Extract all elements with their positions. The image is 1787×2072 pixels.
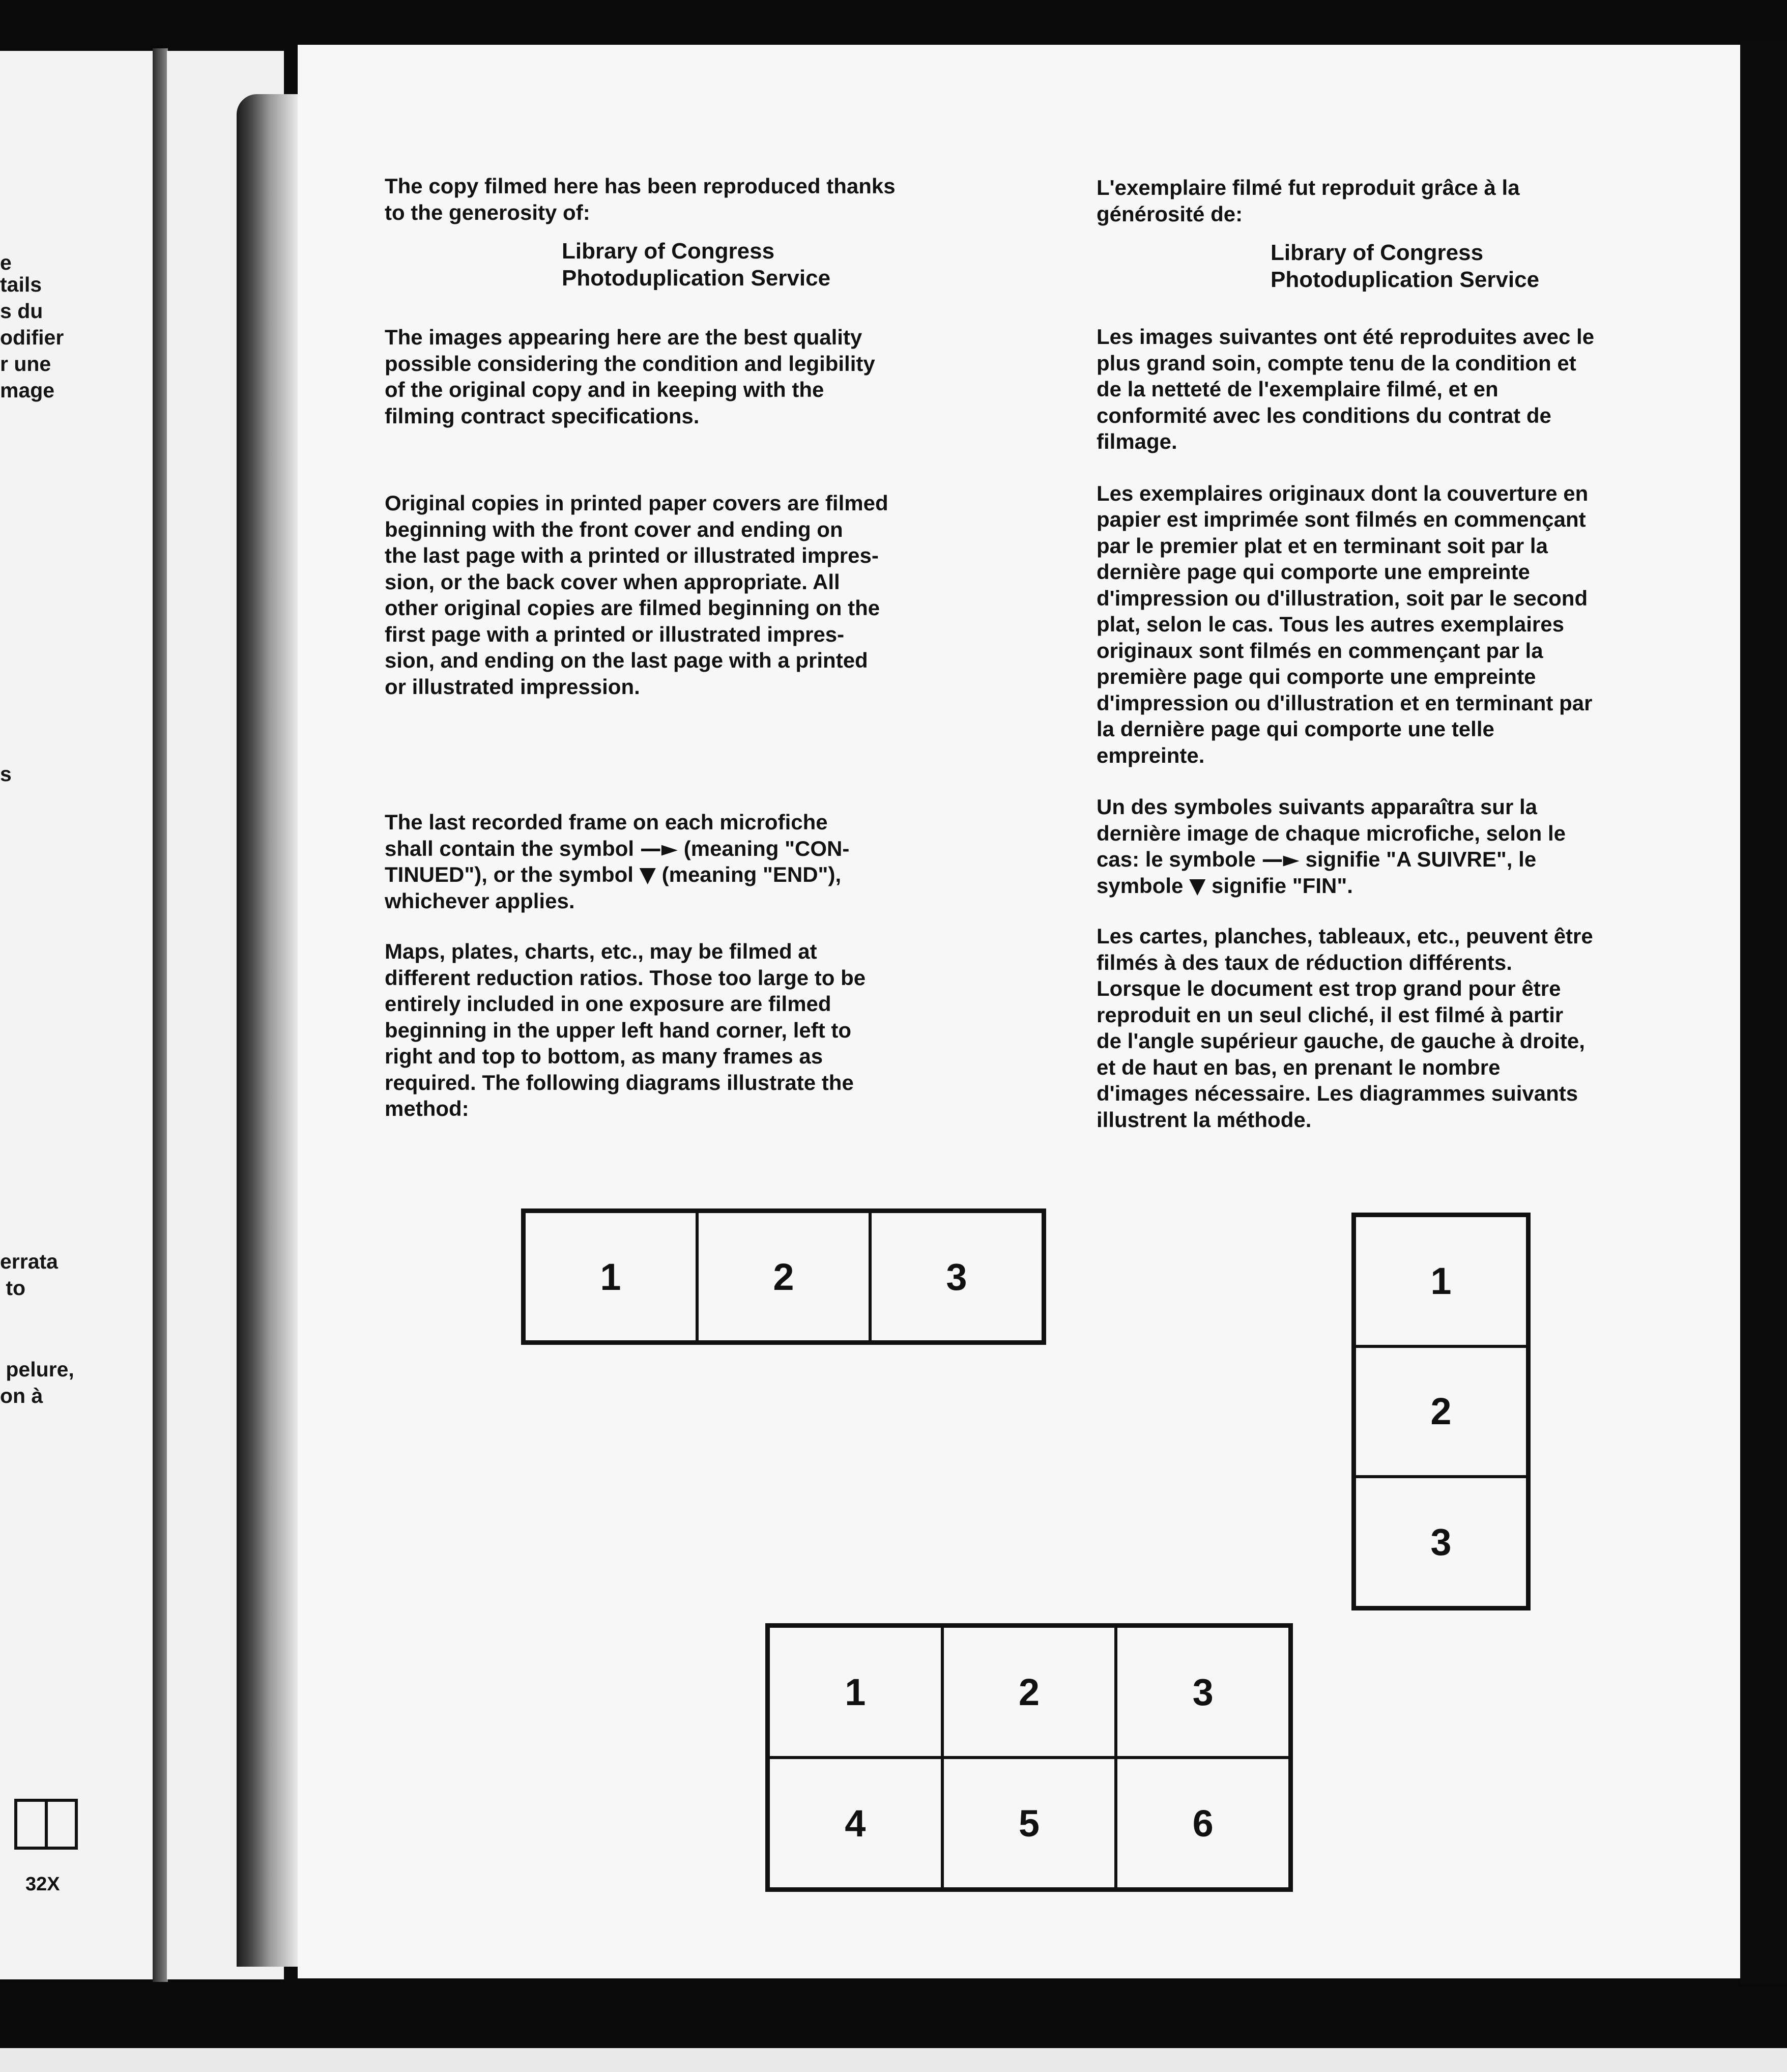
- french-column: [1097, 175, 1722, 1133]
- english-intro: The copy filmed here has been reproduced thanks to the generosity of:: [385, 174, 896, 224]
- frame-cell: 5: [942, 1758, 1116, 1889]
- frame-cell: 2: [942, 1626, 1116, 1758]
- left-fragment-text: s du: [0, 299, 43, 323]
- frame-cell: 1: [768, 1626, 942, 1758]
- binding-spine-shadow: [237, 94, 298, 1967]
- end-triangle-icon: ▼: [1189, 873, 1206, 898]
- frame-cell: 3: [870, 1212, 1043, 1342]
- frame-cell: 2: [697, 1212, 870, 1342]
- end-triangle-icon: ▼: [639, 862, 656, 887]
- grid-frame-diagram: [765, 1623, 1293, 1892]
- horizontal-frame-diagram: [521, 1208, 1046, 1345]
- frame-cell: 3: [1354, 1477, 1527, 1607]
- right-border: [1740, 41, 1787, 1984]
- english-library-name: Library of Congress Photoduplication Service: [562, 239, 831, 291]
- english-quality-paragraph: The images appearing here are the best quality possible considering the condition and legibility of the original copy and in keeping with the filming contract specifications.: [385, 325, 875, 428]
- frame-cell: 1: [1354, 1216, 1527, 1346]
- left-fragment-text: e: [0, 251, 12, 274]
- english-column: [385, 173, 1005, 1122]
- english-symbols-paragraph: The last recorded frame on each microfiche shall contain the symbol —► (meaning "CON- TINUED"), or the symbol ▼ (meaning "END"), whichever applies.: [385, 810, 850, 913]
- bottom-border: [0, 2048, 1787, 2072]
- frame-cell: 6: [1116, 1758, 1290, 1889]
- left-fragment-text: errata: [0, 1250, 58, 1273]
- french-originals-paragraph: Les exemplaires originaux dont la couverture en papier est imprimée sont filmés en commençant par le premier plat et en terminant soit par la dernière page qui comporte une empreinte d'impression ou d'illustration, soit par le second plat, selon le cas. Tous les autres exemplaires originaux sont filmés en commençant par la première page qui comporte une empreinte d'impression ou d'illustration et en terminant par la dernière page qui comporte une telle empreinte.: [1097, 481, 1593, 767]
- left-fragment-text: odifier: [0, 326, 64, 349]
- frame-cell: 3: [1116, 1626, 1290, 1758]
- vertical-frame-diagram: [1351, 1213, 1531, 1610]
- left-fragment-text: s: [0, 762, 12, 786]
- continued-arrow-icon: —►: [1261, 847, 1300, 872]
- left-fragment-text: to: [0, 1276, 26, 1300]
- left-fragment-text: on à: [0, 1384, 43, 1407]
- english-originals-paragraph: Original copies in printed paper covers are filmed beginning with the front cover and ending on the last page with a printed or illustrated impres- sion, or the back cover when appropriate. All other original copies are filmed beginning on the first page with a printed or illustrated impres- sion, and ending on the last page with a printed or illustrated impression.: [385, 491, 888, 699]
- left-fragment-text: pelure,: [0, 1358, 74, 1381]
- frame-cell: 2: [1354, 1346, 1527, 1477]
- left-fragment-text: tails: [0, 273, 42, 296]
- frame-cell: 1: [524, 1212, 697, 1342]
- french-quality-paragraph: Les images suivantes ont été reproduites avec le plus grand soin, compte tenu de la condition et de la netteté de l'exemplaire filmé, et en conformité avec les conditions du contrat de filmage.: [1097, 325, 1595, 453]
- french-maps-paragraph: Les cartes, planches, tableaux, etc., peuvent être filmés à des taux de réduction différents. Lorsque le document est trop grand pour être reproduit en un seul cliché, il est filmé à partir de l'angle supérieur gauche, de gauche à droite, et de haut en bas, en prenant le nombre d'images nécessaire. Les diagrammes suivants illustrent la méthode.: [1097, 924, 1593, 1132]
- left-page-fragment: [0, 51, 153, 1979]
- frame-cell: 4: [768, 1758, 942, 1889]
- french-symbols-paragraph: Un des symboles suivants apparaîtra sur la dernière image de chaque microfiche, selon le cas: le symbole —► signifie "A SUIVRE", le symbole ▼ signifie "FIN".: [1097, 795, 1566, 898]
- resolution-gauge: [14, 1799, 78, 1850]
- french-intro: L'exemplaire filmé fut reproduit grâce à la générosité de:: [1097, 176, 1520, 226]
- french-library-name: Library of Congress Photoduplication Service: [1271, 240, 1540, 292]
- left-fragment-text: mage: [0, 379, 55, 402]
- page-edge-shadow: [153, 48, 168, 1982]
- continued-arrow-icon: —►: [640, 836, 678, 861]
- english-maps-paragraph: Maps, plates, charts, etc., may be filmed at different reduction ratios. Those too large to be entirely included in one exposure are filmed beginning in the upper left hand corner, left to right and top to bottom, as many frames as required. The following diagrams illustrate the method:: [385, 939, 866, 1120]
- gauge-label: 32X: [25, 1874, 60, 1895]
- left-fragment-text: r une: [0, 352, 51, 376]
